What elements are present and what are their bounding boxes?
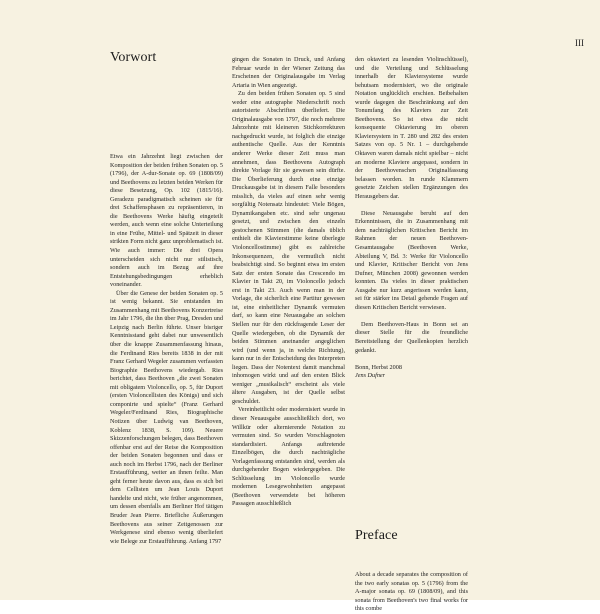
- preface-heading: Preface: [355, 528, 398, 543]
- editor-signature: Jens Dufner: [355, 372, 386, 380]
- page-number: III: [575, 38, 584, 48]
- paragraph: Etwa ein Jahrzehnt liegt zwischen der Komposition der beiden frühen Sonaten op. 5 (1796), der A-dur-Sonate op. 69 (1808/09) und Beethovens zu letzten beiden Werken für diese Besetzung, Op. 102 (1815/16). Geradezu paradigmatisch scheinen sie für drei Schaffensphasen zu repräsentieren, in die Beethovens Werke häufig eingeteilt werden, auch wenn eine solche Unterteilung in eine Frühe, Mittel- und Spätzeit in dieser strikten Form nicht ganz unproblematisch ist. Wie auch immer: Die drei Opera unterscheiden sich nicht nur stilistisch, sondern auch im Bezug auf ihre Entstehungsbedingungen erheblich voneinander.: [110, 153, 223, 289]
- paragraph: Zu den beiden frühen Sonaten op. 5 sind weder eine autographe Niederschrift noch autorisierte Abschriften überliefert. Die Originalausgabe von 1797, die noch mehrere Jahrzehnte mit kleineren Stichkorrekturen nachgedruckt wurde, ist folglich die einzige authentische Quelle. Aus der Kenntnis anderer Werke dieser Zeit muss man annehmen, dass Beethovens Autograph direkte Vorlage für sie gewesen sein dürfte. Die Überlieferung durch eine einzige Druckausgabe ist in diesem Falle besonders misslich, da vieles auf einen sehr wenig sorgfältig Notensatz hindeutet: Viele Bögen, Dynamikangaben etc. sind sehr ungenau gesetzt, und zwischen den einzeln gestochenen Stimmen (die damals üblich enthielt die Klavierstimme keine überlegte Violoncellostimme) gibt es zahlreiche Inkonsequenzen, die vermutlich nicht beabsichtigt sind. So beginnt etwa im ersten Satz der ersten Sonate das Crescendo im Klavier in Takt 20, im Violoncello jedoch erst in Takt 23. Auch wenn man in der Vorlage, die sicherlich eine Partitur gewesen ist, eine einheitlicher Dynamik vermuten darf, so kann eine Neuausgabe an solchen Stellen nur für den rückfragende Leser der Quelle wiedergeben, ob die Dynamik der beiden Stimmen aneinander angeglichen wird (und wenn ja, in welche Richtung), kann nur in der Entscheidung des Interpreten liegen. Dass der Notentext damit manchmal inhomogen wirkt und auf den ersten Blick weniger „musikalisch“ erscheint als viele ältere Ausgaben, ist der Quelle selbst geschuldet.: [232, 90, 345, 405]
- preface-column: [355, 571, 468, 614]
- paragraph: Diese Neuausgabe beruht auf den Erkenntnissen, die in Zusammenhang mit dem nachträglichen Kritischen Bericht im Rahmen der neuen Beethoven-Gesamtausgabe (Beethoven Werke, Abteilung V, Bd. 3: Werke für Violoncello und Klavier, Kritischer Bericht von Jens Dufner, München 2008) gewonnen werden konnten. Da vieles in dieser praktischen Ausgabe nur kurz angerissen werden kann, sei für stärker ins Detail gehende Fragen auf diesen Kritischen Bericht verwiesen.: [355, 209, 468, 311]
- paragraph: About a decade separates the composition of the two early sonatas op. 5 (1796) from the A-major sonata op. 69 (1808/09), and this sonata from Beethoven's two final works for this combe: [355, 571, 468, 613]
- text-column-2: [232, 56, 345, 509]
- paragraph: Vereinheitlicht oder modernisiert wurde in dieser Neuausgabe ausschließlich dort, wo Willkür oder alternierende Notation zu vermuten sind. So wurden Vorschlagnoten standardisiert. Anfangs auftretende Einzelbögen, die durch nachträgliche Vorlagenfassung entstanden sind, werden als durchgehender Bogen wiedergegeben. Die Schlüsselung im Violoncello wurde modernen Lesegewohnheiten angepasst (Beethoven verwendete bei höheren Passagen ausschließlich: [232, 406, 345, 508]
- paragraph: gingen die Sonaten in Druck, und Anfang Februar wurde in der Wiener Zeitung das Erscheinen der Originalausgabe im Verlag Artaria in Wien angezeigt.: [232, 56, 345, 89]
- paragraph: Dem Beethoven-Haus in Bonn sei an dieser Stelle für die freundliche Bereitstellung der Quellenkopien herzlich gedankt.: [355, 320, 468, 354]
- text-column-1: [110, 153, 223, 546]
- text-column-3: [355, 56, 468, 381]
- paragraph: Über die Genese der beiden Sonaten op. 5 ist wenig bekannt. Sie entstanden im Zusammenhang mit Beethovens Konzertreise im Jahr 1796, die ihn über Prag, Dresden und Leipzig nach Berlin führte. Unser bisriger Kenntnisstand geht dabei nur unwesentlich über die knappe Zusammenfassung hinaus, die Ferdinand Ries bereits 1838 in der mit Franz Gerhard Wegeler zusammen verfassten Biographie Beethovens wiedergab. Ries berichtet, dass Beethoven „die zwei Sonaten mit obligatem Violoncello, op. 5, für Duport (ersten Violoncellisten des Königs) und sich componirte und spielte“ (Franz Gerhard Wegeler/Ferdinand Ries, Biographische Notizen über Ludwig van Beethoven, Koblenz 1838, S. 109). Neuere Skizzenforschungen belegen, dass Beethoven offenbar erst auf der Reise die Komposition der beiden Sonaten begonnen und dass er auch noch im Herbst 1796, nach der Berliner Erstaufführung, weiter an ihnen feilte. Man geht ferner heute davon aus, dass es sich bei dem Cellisten um Jean Louis Duport handelte und nicht, wie früher angenommen, um dessen ebenfalls am Berliner Hof tätigen Bruder Jean Pierre. Briefliche Äußerungen Beethovens aus seiner Zeitgenossen zur Werkgenese sind ebenso wenig überliefert wie Belege zur Erstaufführung. Anfang 1797: [110, 289, 223, 545]
- vorwort-heading: Vorwort: [110, 50, 157, 65]
- paragraph: den oktaviert zu lesenden Violinschlüssel), und die Verteilung und Schlüsselung innerhalb der Klaviersysteme wurde behutsam modernisiert, wo die originale Notation unglücklich erschien. Beibehalten wurde dagegen die Beschränkung auf den Tonumfang des Klaviers zur Zeit Beethovens. So ist etwa die nicht konsequente Oktavierung im oberen Klaviersystem in T. 280 und 282 des ersten Satzes von op. 5 Nr. 1 – durchgehende Oktaven waren damals nicht spielbar – nicht an moderne Klaviere angepasst, sondern in der Beethovenschen Originalfassung belassen worden. In runde Klammern gesetzte Zeichen stellen Ergänzungen des Herausgebers dar.: [355, 56, 468, 200]
- place-date: Bonn, Herbst 2008: [355, 363, 402, 371]
- signature-block: [355, 364, 468, 381]
